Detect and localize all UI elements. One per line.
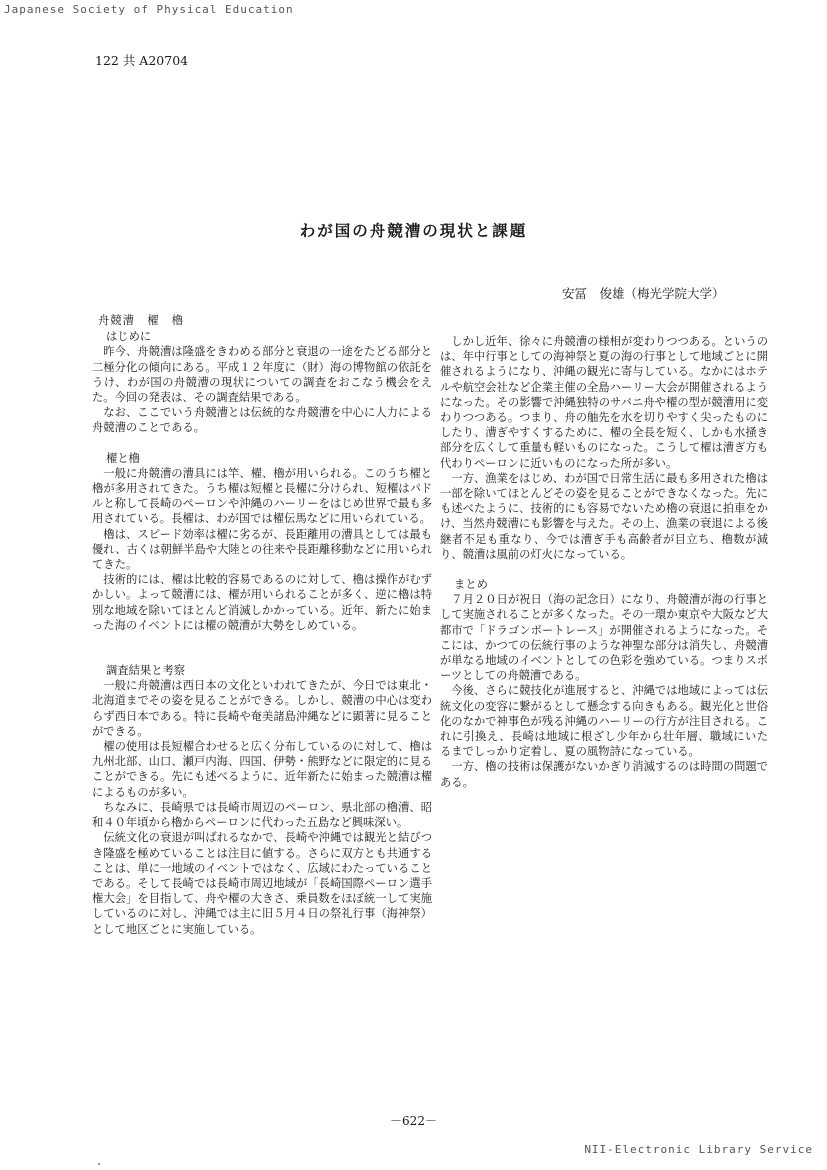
oars-paragraph: 一般に舟競漕の漕具には竿、櫂、櫓が用いられる。このうち櫂と櫓が多用されてきた。うち櫂は短櫂と長櫂に分けられ、短櫂はパドルと称して長崎のペーロンや沖縄のハーリーをはじめ世界で最も多用されている。長櫂は、わが国では櫂伝馬などに用いられている。 <box>92 466 432 526</box>
oars-paragraph: 櫓は、スピード効率は櫂に劣るが、長距離用の漕具としては最も優れ、古くは朝鮮半島や大陸との往来や長距離移動などに用いられてきた。 <box>92 527 432 572</box>
right-paragraph: 一方、漁業をはじめ、わが国で日常生活に最も多用された櫓は一部を除いてほとんどその姿を見ることができなくなった。先にも述べたように、技術的にも容易でないため櫓の衰退に拍車をかけ、当然舟競漕にも影響を与えた。その上、漁業の衰退による後継者不足も重なり、今では漕ぎ手も高齢者が目立ち、櫓数が減り、競漕は風前の灯火になっている。 <box>440 471 768 561</box>
oars-heading: 櫂と櫓 <box>106 451 140 465</box>
left-column <box>92 313 432 937</box>
summary-paragraph: ７月２０日が祝日（海の記念日）になり、舟競漕が海の行事として実施されることが多くなった。その一環か東京や大阪など大都市で「ドラゴンボートレース」が開催されるようになった。そこには、かつての伝統行事のような神聖な部分は消失し、舟競漕が単なる地域のイベントとしての色彩を強めている。つまりスポーツとしての舟競漕である。 <box>440 593 768 683</box>
society-header: Japanese Society of Physical Education <box>4 3 294 16</box>
nii-footer: NII-Electronic Library Service <box>584 1143 813 1156</box>
right-column <box>440 334 768 790</box>
author-affiliation: 安冨 俊雄（梅光学院大学） <box>562 286 725 301</box>
right-paragraph: しかし近年、徐々に舟競漕の様相が変わりつつある。というのは、年中行事としての海神祭と夏の海の行事として地域ごとに開催されるようになり、沖縄の観光に寄与している。なかにはホテルや航空会社など企業主催の全島ハーリー大会が開催されるようになった。その影響で沖縄独特のサバニ舟や櫂の型が競漕用に変わりつつある。つまり、舟の舳先を水を切りやすく尖ったものにしたり、漕ぎやすくするために、櫂の全長を短く、しかも水掻き部分を広くして重量も軽いものになった。こうして櫂は漕ぎ方も代わりペーロンに近いものになった所が多い。 <box>440 335 768 470</box>
intro-heading: はじめに <box>106 330 152 344</box>
abstract-code: 122 共 A20704 <box>95 53 189 68</box>
scan-artifact-dot <box>98 1163 100 1165</box>
results-heading: 調査結果と考察 <box>106 664 186 678</box>
intro-paragraph: 昨今、舟競漕は隆盛をきわめる部分と衰退の一途をたどる部分と二極分化の傾向にある。平成１２年度に（財）海の博物館の依託をうけ、わが国の舟競漕の現状についての調査をおこなう機会をえた。今回の発表は、その調査結果である。 <box>92 345 432 405</box>
results-paragraph: 櫂の使用は長短櫂合わせると広く分布しているのに対して、櫓は九州北部、山口、瀬戸内海、四国、伊勢・熊野などに限定的に見ることができる。先にも述べるように、近年新たに始まった競漕は櫂によるものが多い。 <box>92 740 432 799</box>
results-paragraph: 一般に舟競漕は西日本の文化といわれてきたが、今日では東北・北海道までその姿を見ることができる。しかし、競漕の中心は変わらず西日本である。特に長崎や奄美諸島沖縄などに顕著に見ることができる。 <box>92 679 432 738</box>
oars-paragraph: 技術的には、櫂は比較的容易であるのに対して、櫓は操作がむずかしい。よって競漕には、櫂が用いられることが多く、逆に櫓は特別な地域を除いてほとんど消滅しかかっている。近年、新たに始まった海のイベントには櫂の競漕が大勢をしめている。 <box>92 573 432 632</box>
paper-title: わが国の舟競漕の現状と課題 <box>299 221 528 241</box>
summary-heading: まとめ <box>454 578 488 592</box>
intro-paragraph: なお、ここでいう舟競漕とは伝統的な舟競漕を中心に人力による舟競漕のことである。 <box>92 406 432 435</box>
results-paragraph: ちなみに、長崎県では長崎市周辺のペーロン、県北部の櫓漕、昭和４０年頃から櫓からペーロンに代わった五島など興味深い。 <box>92 800 432 830</box>
summary-paragraph: 今後、さらに競技化が進展すると、沖縄では地域によっては伝統文化の変容に繋がるとして懸念する向きもある。観光化と世俗化のなかで神事色が残る沖縄のハーリーの行方が注目される。これに引換え、長崎は地域に根ざし少年から壮年層、職域にいたるまでしっかり定着し、夏の風物詩になっている。 <box>440 684 768 759</box>
keywords: 舟競漕 櫂 櫓 <box>98 314 185 327</box>
page-number: －622－ <box>390 1114 437 1128</box>
results-paragraph: 伝統文化の衰退が叫ばれるなかで、長崎や沖縄では観光と結びつき隆盛を極めていることは注目に値する。さらに双方とも共通することは、単に一地域のイベントではなく、広域にわたっていることである。そして長崎では長崎市周辺地域が「長崎国際ペーロン選手権大会」を目指して、舟や櫂の大きさ、乗員数をほぼ統一して実施しているのに対し、沖縄では主に旧５月４日の祭礼行事（海神祭）として地区ごとに実施している。 <box>92 831 432 936</box>
summary-paragraph: 一方、櫓の技術は保護がないかぎり消滅するのは時間の問題である。 <box>440 760 768 789</box>
